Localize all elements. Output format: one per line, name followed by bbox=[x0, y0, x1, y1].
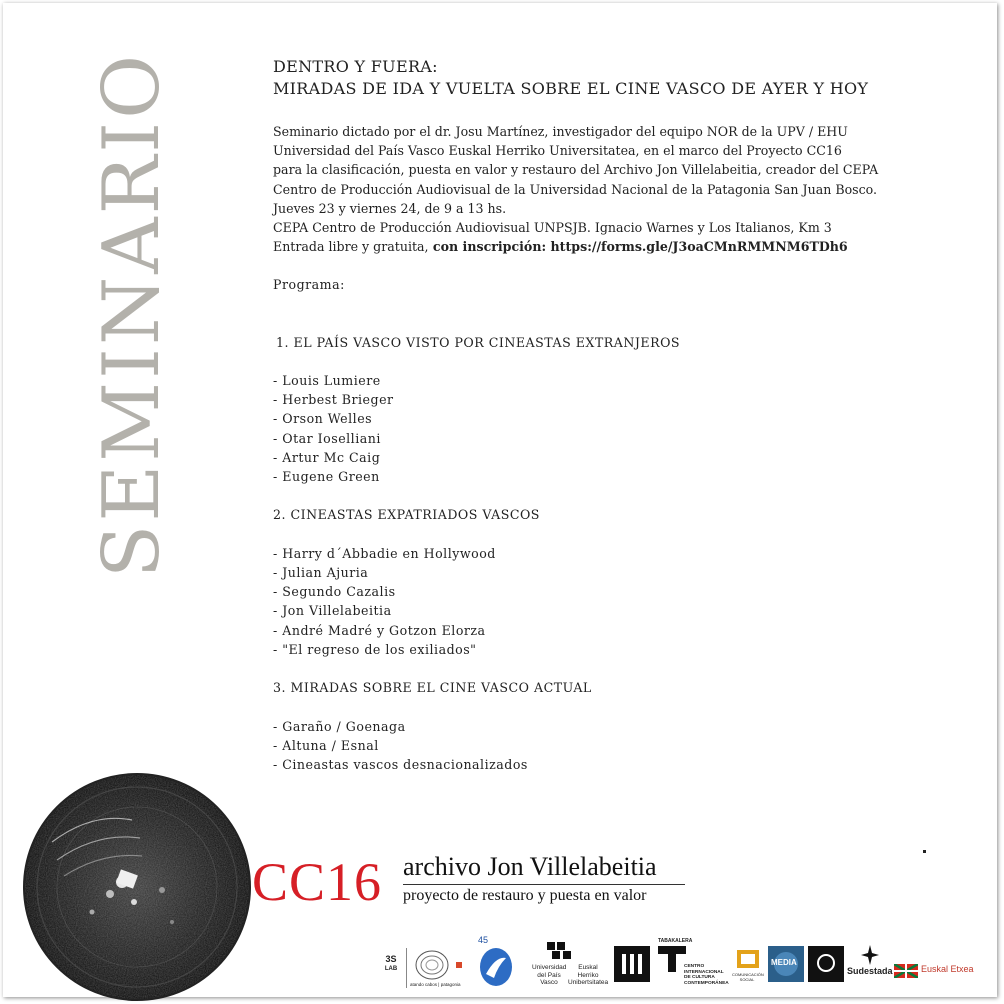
logo-red-mark bbox=[456, 962, 462, 968]
list-item: - Jon Villelabeitia bbox=[273, 603, 392, 619]
logo-sudestada-icon bbox=[860, 944, 880, 966]
logo-atando-text: atando cabos bbox=[410, 982, 438, 987]
logo-atando-cabos-icon bbox=[412, 948, 452, 982]
list-item: - André Madré y Gotzon Elorza bbox=[273, 622, 486, 638]
sponsor-logos bbox=[380, 935, 990, 992]
logo-sudestada-text: Sudestada bbox=[847, 966, 893, 976]
intro-line: Centro de Producción Audiovisual de la Universidad Nacional de la Patagonia San Juan Bosco. bbox=[273, 181, 878, 197]
logo-cicc-line: CONTEMPORÁNEA bbox=[684, 980, 729, 986]
proyecto-subtitle: proyecto de restauro y puesta en valor bbox=[403, 887, 647, 904]
logo-separator bbox=[406, 948, 407, 988]
decorative-dot bbox=[923, 850, 926, 853]
list-item: - Louis Lumiere bbox=[273, 372, 381, 388]
intro-line: CEPA Centro de Producción Audiovisual UNPSJB. Ignacio Warnes y Los Italianos, Km 3 bbox=[273, 220, 832, 236]
logo-upv-line: Universidad bbox=[532, 964, 567, 971]
logo-media-text: MEDIA bbox=[771, 958, 797, 967]
logo-euskal-etxea-text: Euskal Etxea bbox=[921, 964, 974, 974]
registration-link[interactable]: con inscripción: https://forms.gle/J3oaCMnRMMNM6TDh6 bbox=[428, 239, 848, 255]
list-item: - Artur Mc Caig bbox=[273, 449, 381, 465]
logo-black-square-icon bbox=[808, 946, 844, 982]
logo-cicc-text bbox=[684, 964, 729, 986]
logo-3s-lab bbox=[380, 954, 402, 974]
logo-unpsjb-icon bbox=[478, 946, 514, 988]
intro-line: Seminario dictado por el dr. Josu Martínez, investigador del equipo NOR de la UPV / EHU bbox=[273, 124, 848, 139]
vertical-title-text: SEMINARIO bbox=[87, 51, 177, 579]
list-item: - Eugene Green bbox=[273, 468, 380, 484]
logo-ehu-text bbox=[568, 964, 608, 987]
list-item: - Harry d´Abbadie en Hollywood bbox=[273, 545, 496, 561]
list-item: - Otar Ioselliani bbox=[273, 430, 381, 446]
logo-upv-text bbox=[532, 964, 566, 987]
logo-comunicacion-icon bbox=[735, 948, 761, 970]
program bbox=[273, 275, 680, 774]
section-heading-2: 2. CINEASTAS EXPATRIADOS VASCOS bbox=[273, 507, 540, 523]
logo-upv-line: del País Vasco bbox=[537, 971, 561, 986]
intro-line: para la clasificación, puesta en valor y restauro del Archivo Jon Villelabeitia, creador del CEPA bbox=[273, 162, 879, 178]
entry-line bbox=[273, 237, 923, 256]
list-item: - "El regreso de los exiliados" bbox=[273, 641, 477, 657]
logo-lab-text: LAB bbox=[384, 966, 398, 972]
logo-euskal-etxea-flag-icon bbox=[894, 964, 918, 978]
logo-upv-ehu-icon bbox=[545, 940, 575, 962]
logo-3s-text: 3S bbox=[385, 954, 397, 964]
vertical-title bbox=[87, 51, 177, 579]
list-item: - Julian Ajuria bbox=[273, 564, 369, 580]
intro-text bbox=[273, 122, 923, 256]
archivo-title: archivo Jon Villelabeitia bbox=[403, 852, 657, 881]
list-item: - Cineastas vascos desnacionalizados bbox=[273, 756, 528, 772]
cc16-logo-text: CC16 bbox=[252, 852, 383, 912]
title-line-1: DENTRO Y FUERA: bbox=[273, 57, 438, 76]
title-line-2: MIRADAS DE IDA Y VUELTA SOBRE EL CINE VASCO DE AYER Y HOY bbox=[273, 79, 869, 98]
logo-tabakalera-icon bbox=[658, 946, 686, 972]
logo-filmoteca-icon bbox=[614, 946, 650, 982]
list-item: - Herbest Brieger bbox=[273, 392, 394, 408]
entry-plain: Entrada libre y gratuita, bbox=[273, 239, 429, 255]
logo-patagonia-text: patagonia bbox=[440, 982, 461, 987]
logo-atando-cabos: atando cabos | patagonia bbox=[410, 982, 461, 987]
section-heading-3: 3. MIRADAS SOBRE EL CINE VASCO ACTUAL bbox=[273, 680, 592, 696]
divider bbox=[403, 884, 685, 885]
logo-cicc-line: CENTRO bbox=[684, 964, 705, 969]
logo-cicc-line: DE CULTURA bbox=[684, 975, 715, 981]
logo-45-anos: 45 bbox=[478, 935, 489, 945]
film-reel-image bbox=[22, 772, 252, 1002]
logo-cicc-line: INTERNACIONAL bbox=[684, 969, 724, 975]
intro-line: Jueves 23 y viernes 24, de 9 a 13 hs. bbox=[273, 200, 507, 216]
logo-tabakalera-text: TABAKALERA bbox=[658, 938, 693, 944]
logo-ehu-line: Unibertsitatea bbox=[568, 979, 609, 986]
logo-comunicacion-text: COMUNICACIÓN SOCIAL bbox=[732, 972, 764, 982]
seminar-title bbox=[273, 56, 868, 100]
intro-line: Universidad del País Vasco Euskal Herriko Universitatea, en el marco del Proyecto CC16 bbox=[273, 143, 842, 159]
logo-ehu-line: Euskal Herriko bbox=[577, 964, 599, 979]
program-label: Programa: bbox=[273, 277, 345, 292]
list-item: - Segundo Cazalis bbox=[273, 584, 396, 600]
section-heading-1: 1. EL PAÍS VASCO VISTO POR CINEASTAS EXTRANJEROS bbox=[276, 334, 681, 350]
list-item: - Garaño / Goenaga bbox=[273, 718, 406, 734]
list-item: - Orson Welles bbox=[273, 411, 373, 427]
list-item: - Altuna / Esnal bbox=[273, 737, 379, 753]
